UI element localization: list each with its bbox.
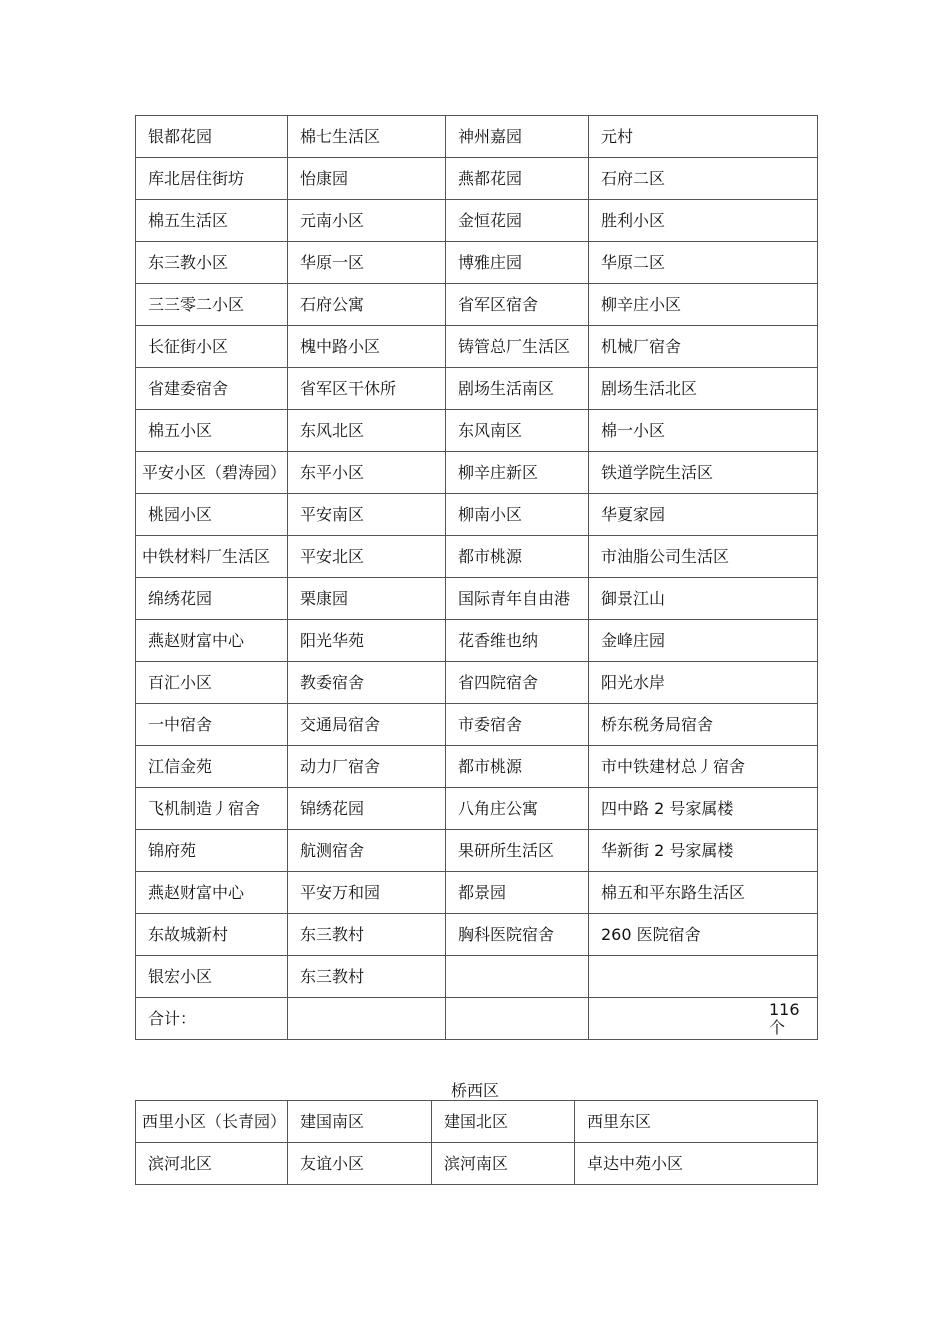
table-cell: 棉五生活区: [136, 200, 288, 242]
table-cell: 神州嘉园: [446, 116, 589, 158]
table-row: [136, 704, 818, 746]
table-cell: 江信金苑: [136, 746, 288, 788]
table-cell: 一中宿舍: [136, 704, 288, 746]
table-cell: 动力厂宿舍: [288, 746, 446, 788]
table-cell: 东平小区: [288, 452, 446, 494]
table-cell: 棉五和平东路生活区: [589, 872, 818, 914]
total-value: 116 个: [769, 999, 800, 1037]
table-cell: 省建委宿舍: [136, 368, 288, 410]
table-cell: 平安北区: [288, 536, 446, 578]
table-cell: 机械厂宿舍: [589, 326, 818, 368]
table-cell: 柳南小区: [446, 494, 589, 536]
table-cell: 果研所生活区: [446, 830, 589, 872]
table-cell: 西里东区: [575, 1101, 818, 1143]
table-cell: 教委宿舍: [288, 662, 446, 704]
table-row: [136, 452, 818, 494]
table-cell: 建国北区: [432, 1101, 575, 1143]
table-cell: 锦绣花园: [288, 788, 446, 830]
table-cell: 东三教村: [288, 956, 446, 998]
table-row: [136, 914, 818, 956]
table-cell: 胜利小区: [589, 200, 818, 242]
table-cell: 省四院宿舍: [446, 662, 589, 704]
table-cell: 市委宿舍: [446, 704, 589, 746]
table-cell: 西里小区（长青园）: [136, 1101, 288, 1143]
table-cell: 阳光华苑: [288, 620, 446, 662]
table-cell: 卓达中苑小区: [575, 1143, 818, 1185]
table-row: [136, 830, 818, 872]
table-cell: 长征街小区: [136, 326, 288, 368]
table-row: [136, 788, 818, 830]
table-cell: 东风北区: [288, 410, 446, 452]
total-cell: [589, 998, 818, 1040]
table-cell: 银都花园: [136, 116, 288, 158]
table-cell: 滨河南区: [432, 1143, 575, 1185]
table-cell: 市油脂公司生活区: [589, 536, 818, 578]
table-cell: 航测宿舍: [288, 830, 446, 872]
table-row: [136, 956, 818, 998]
table-row: [136, 368, 818, 410]
table-row: [136, 158, 818, 200]
table-cell: 平安万和园: [288, 872, 446, 914]
table-cell: 飞机制造丿宿舍: [136, 788, 288, 830]
table-cell: 华原一区: [288, 242, 446, 284]
table-cell: 交通局宿舍: [288, 704, 446, 746]
table-row: [136, 1143, 818, 1185]
table-row: [136, 872, 818, 914]
table-cell: 东三教村: [288, 914, 446, 956]
total-row: [136, 998, 818, 1040]
table-cell: 博雅庄园: [446, 242, 589, 284]
table-cell: 市中铁建材总丿宿舍: [589, 746, 818, 788]
table-cell: [446, 956, 589, 998]
table-cell: 金峰庄园: [589, 620, 818, 662]
table-cell: 华夏家园: [589, 494, 818, 536]
table-cell: 燕赵财富中心: [136, 620, 288, 662]
table-row: [136, 410, 818, 452]
table-cell: 绵绣花园: [136, 578, 288, 620]
table-cell: 棉一小区: [589, 410, 818, 452]
total-label: 合计：: [136, 998, 288, 1040]
table-cell: 建国南区: [288, 1101, 432, 1143]
table-row: [136, 578, 818, 620]
table-cell: 东故城新村: [136, 914, 288, 956]
table-cell: 省军区干休所: [288, 368, 446, 410]
table-cell: 剧场生活南区: [446, 368, 589, 410]
table-row: [136, 116, 818, 158]
table-cell: 华原二区: [589, 242, 818, 284]
table-row: [136, 242, 818, 284]
table-cell: 胸科医院宿舍: [446, 914, 589, 956]
table-cell: 中铁材料厂生活区: [136, 536, 288, 578]
table-row: [136, 746, 818, 788]
table-cell: 平安南区: [288, 494, 446, 536]
table-cell: 四中路 2 号家属楼: [589, 788, 818, 830]
table-cell: 金恒花园: [446, 200, 589, 242]
section-title: 桥西区: [450, 1081, 499, 1100]
table-cell: 平安小区（碧涛园）: [136, 452, 288, 494]
table-cell: 燕赵财富中心: [136, 872, 288, 914]
table-cell: 铸管总厂生活区: [446, 326, 589, 368]
table-row: [136, 284, 818, 326]
table-cell: [589, 956, 818, 998]
table-cell: 滨河北区: [136, 1143, 288, 1185]
table-cell: 燕都花园: [446, 158, 589, 200]
residential-area-table: [135, 115, 818, 1040]
table-cell: 260 医院宿舍: [589, 914, 818, 956]
table-cell: 棉七生活区: [288, 116, 446, 158]
table-row: [136, 326, 818, 368]
table-cell: 御景江山: [589, 578, 818, 620]
table-cell: 友谊小区: [288, 1143, 432, 1185]
table-row: [136, 620, 818, 662]
table-row: [136, 494, 818, 536]
table-cell: 都市桃源: [446, 746, 589, 788]
table-cell: 国际青年自由港: [446, 578, 589, 620]
table-cell: 剧场生活北区: [589, 368, 818, 410]
table-cell: 棉五小区: [136, 410, 288, 452]
qiaoxi-district-table: [135, 1100, 818, 1185]
table-cell: 柳辛庄小区: [589, 284, 818, 326]
table-cell: 东三教小区: [136, 242, 288, 284]
table-cell: [288, 998, 446, 1040]
table-cell: 三三零二小区: [136, 284, 288, 326]
table-cell: 槐中路小区: [288, 326, 446, 368]
table-cell: 锦府苑: [136, 830, 288, 872]
table-cell: 都市桃源: [446, 536, 589, 578]
table-cell: 石府公寓: [288, 284, 446, 326]
table-cell: 怡康园: [288, 158, 446, 200]
table-cell: 桃园小区: [136, 494, 288, 536]
table-cell: 阳光水岸: [589, 662, 818, 704]
table-cell: 八角庄公寓: [446, 788, 589, 830]
table-row: [136, 662, 818, 704]
table-cell: 花香维也纳: [446, 620, 589, 662]
table-cell: 百汇小区: [136, 662, 288, 704]
table-row: [136, 1101, 818, 1143]
table-cell: [446, 998, 589, 1040]
table-row: [136, 536, 818, 578]
table-cell: 石府二区: [589, 158, 818, 200]
table-cell: 华新街 2 号家属楼: [589, 830, 818, 872]
table-cell: 都景园: [446, 872, 589, 914]
table-cell: 东风南区: [446, 410, 589, 452]
table-cell: 省军区宿舍: [446, 284, 589, 326]
table-cell: 桥东税务局宿舍: [589, 704, 818, 746]
table-row: [136, 200, 818, 242]
table-cell: 铁道学院生活区: [589, 452, 818, 494]
table-cell: 栗康园: [288, 578, 446, 620]
table-cell: 元南小区: [288, 200, 446, 242]
table-cell: 柳辛庄新区: [446, 452, 589, 494]
table-cell: 银宏小区: [136, 956, 288, 998]
table-cell: 元村: [589, 116, 818, 158]
table-cell: 库北居住街坊: [136, 158, 288, 200]
